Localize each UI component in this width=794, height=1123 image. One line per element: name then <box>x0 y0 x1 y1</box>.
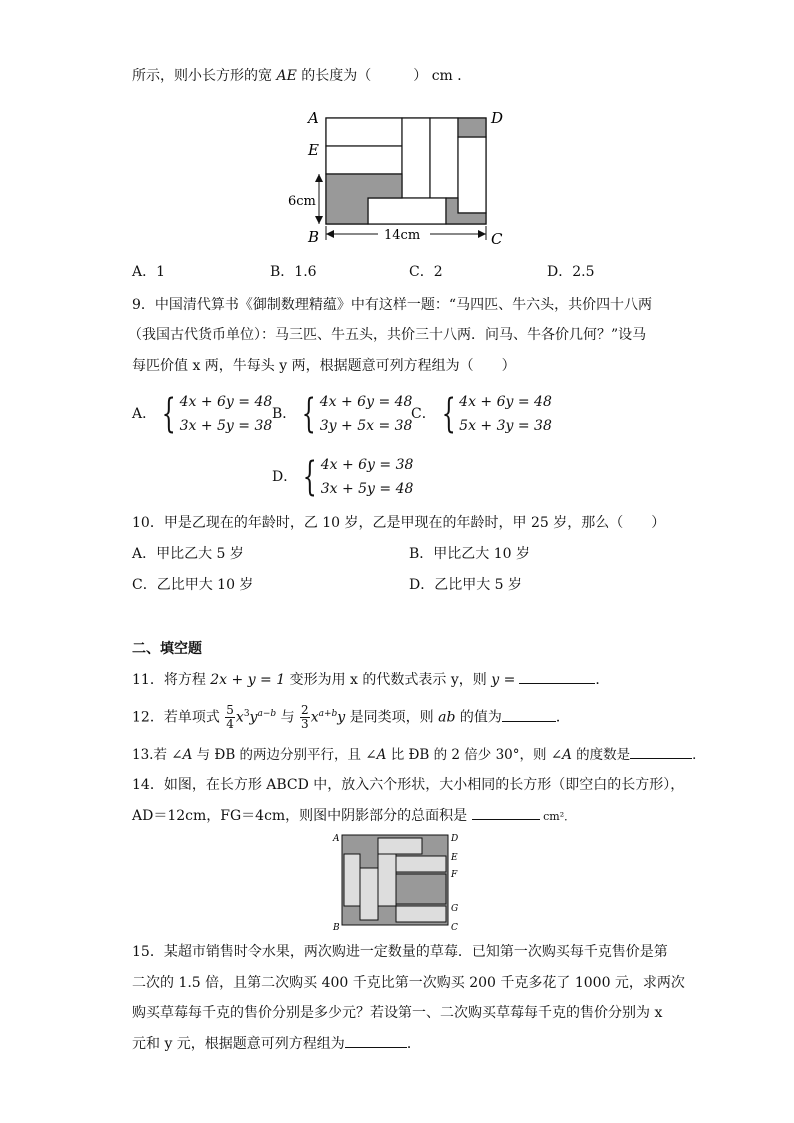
q14-label-f: F <box>451 870 458 880</box>
q8-option-b[interactable]: B．1.6 <box>270 264 317 280</box>
q15-answer-blank[interactable] <box>345 1033 407 1048</box>
q13-angle-b: ÐB <box>408 747 430 763</box>
q8-arrow-head <box>478 230 486 238</box>
q13-angle-a: ∠A <box>365 747 387 763</box>
q14-small-rect <box>378 838 422 854</box>
q11-suffix: ． <box>595 672 610 688</box>
q15-line4 <box>132 1033 421 1054</box>
q10-option-b[interactable]: B．甲比乙大 10 岁 <box>409 546 531 562</box>
option-label: B． <box>272 406 297 422</box>
q11-answer-blank[interactable] <box>519 669 595 684</box>
equation-1: 4x + 6y = 38 <box>320 457 414 473</box>
option-label: C． <box>411 406 436 422</box>
q8-height-label: 6cm <box>288 194 316 209</box>
q8-label-e: E <box>308 141 319 159</box>
section-title: 二、填空题 <box>132 641 202 657</box>
q12-exp: a+b <box>318 709 338 719</box>
q12-fraction-1 <box>225 704 235 731</box>
q8-option-d[interactable]: D．2.5 <box>547 264 595 280</box>
q13 <box>132 744 706 765</box>
q8-width-label: 14cm <box>384 228 421 243</box>
q10-stem: 10．甲是乙现在的年龄时，乙 10 岁，乙是甲现在的年龄时，甲 25 岁，那么（ ） <box>132 515 666 531</box>
q13-text: 的两边分别平行，且 <box>235 747 366 763</box>
q13-text: 与 <box>192 747 215 763</box>
q11-middle: 变形为用 x 的代数式表示 y，则 <box>285 672 492 688</box>
q12-joiner: 与 <box>276 709 300 726</box>
q12-end: ． <box>555 709 570 726</box>
q14-unit: cm²． <box>539 810 576 823</box>
q12 <box>132 700 570 732</box>
q9-option-a[interactable] <box>132 390 272 438</box>
q9-option-c[interactable] <box>411 390 552 438</box>
equation-1: 4x + 6y = 48 <box>459 394 552 410</box>
q13-angle-b: ÐB <box>214 747 236 763</box>
q11-equation: 2x + y = 1 <box>210 672 286 688</box>
q14-label-d: D <box>451 834 459 844</box>
q12-var-y: y <box>337 709 346 726</box>
q14-label-e: E <box>451 853 458 863</box>
q14-line2-prefix: AD＝12cm，FG＝4cm，则图中阴影部分的总面积是 <box>132 808 472 824</box>
q12-middle: 是同类项，则 <box>345 709 439 726</box>
q12-fraction-2 <box>300 704 310 731</box>
q12-var-y: y <box>249 709 258 726</box>
q10-option-d[interactable]: D．乙比甲大 5 岁 <box>409 577 523 593</box>
q13-end: ． <box>692 747 706 763</box>
q12-prefix: 12．若单项式 <box>132 709 225 726</box>
q9-stem-line3: 每匹价值 x 两，牛每头 y 两，根据题意可列方程组为（ ） <box>132 358 516 374</box>
equation-1: 4x + 6y = 48 <box>319 394 413 410</box>
q14-label-b: B <box>333 923 340 933</box>
q9-option-d[interactable] <box>272 453 413 501</box>
q8-figure <box>288 104 520 254</box>
equation-2: 3x + 5y = 48 <box>320 481 414 497</box>
q11-var: y = <box>491 672 516 688</box>
q8-var-ae: AE <box>276 68 297 84</box>
q14-small-rect <box>344 854 360 906</box>
brace-icon: { <box>161 391 176 437</box>
brace-icon: { <box>302 391 317 437</box>
q9-option-b[interactable] <box>272 390 412 438</box>
q15-line1: 15．某超市销售时令水果，两次购进一定数量的草莓．已知第一次购买每千克售价是第 <box>132 944 668 960</box>
q8-label-d: D <box>491 109 504 127</box>
option-label: D． <box>272 469 298 485</box>
q10-option-a[interactable]: A．甲比乙大 5 岁 <box>132 546 244 562</box>
q14-small-rect <box>360 868 378 920</box>
q8-arrow-head <box>315 216 323 224</box>
q8-small-rect <box>326 118 402 146</box>
equation-2: 3x + 5y = 38 <box>179 418 273 434</box>
q8-small-rect <box>368 198 446 224</box>
q14-label-a: A <box>333 834 340 844</box>
q15-line2: 二次的 1.5 倍，且第二次购买 400 千克比第一次购买 200 千克多花了 1000 元，求两次 <box>132 975 685 991</box>
q12-ab: ab <box>438 709 456 726</box>
q8-small-rect <box>430 118 458 198</box>
equation-system <box>272 453 413 501</box>
q13-text: 比 <box>386 747 409 763</box>
q15-end: ． <box>406 1036 421 1052</box>
q15-line4-prefix: 元和 y 元，根据题意可列方程组为 <box>132 1036 345 1052</box>
equation-2: 5x + 3y = 38 <box>459 418 552 434</box>
q8-small-rect <box>402 118 430 198</box>
q15-line3: 购买草莓每千克的售价分别是多少元？若设第一、二次购买草莓每千克的售价分别为 x <box>132 1005 663 1021</box>
q12-answer-blank[interactable] <box>502 707 556 722</box>
q14-line1: 14．如图，在长方形 ABCD 中，放入六个形状，大小相同的长方形（即空白的长方形）， <box>132 777 685 793</box>
q8-arrow-head <box>326 230 334 238</box>
q13-text: 的度数是 <box>571 747 631 763</box>
q14-label-c: C <box>451 923 458 933</box>
q14-small-rect <box>396 906 446 922</box>
q8-option-a[interactable]: A．1 <box>132 264 166 280</box>
q14-label-g: G <box>451 904 459 914</box>
equation-system <box>411 390 552 438</box>
q8-small-rect <box>326 146 402 174</box>
q14-answer-blank[interactable] <box>472 805 540 820</box>
q10-option-c[interactable]: C．乙比甲大 10 岁 <box>132 577 254 593</box>
q8-stem-suffix: 的长度为（ ） cm ． <box>296 68 472 84</box>
q8-small-rect <box>458 137 486 213</box>
q8-label-a: A <box>308 109 319 127</box>
q13-angle-a: ∠A <box>171 747 193 763</box>
equation-2: 3y + 5x = 38 <box>319 418 413 434</box>
equation-system <box>132 390 272 438</box>
q13-prefix: 13.若 <box>132 747 172 763</box>
numerator: 5 <box>226 703 234 718</box>
numerator: 2 <box>301 703 309 718</box>
q9-stem-line2: （我国古代货币单位）：马三匹、牛五头，共价三十八两．问马、牛各价几何？”设马 <box>128 327 647 343</box>
q14-small-rect <box>378 854 396 906</box>
q9-stem-line1: 9．中国清代算书《御制数理精蕴》中有这样一题：“马四匹、牛六头，共价四十八两 <box>132 297 653 313</box>
brace-icon: { <box>302 454 317 500</box>
equation-system <box>272 390 412 438</box>
q12-exp: a−b <box>257 709 277 719</box>
q8-arrow-head <box>315 174 323 182</box>
equation-1: 4x + 6y = 48 <box>179 394 273 410</box>
q12-exp: 3 <box>243 709 250 719</box>
q14-figure <box>328 828 468 936</box>
q12-suffix: 的值为 <box>455 709 502 726</box>
option-label: A． <box>132 406 157 422</box>
q8-stem-tail <box>132 66 471 86</box>
denominator: 4 <box>226 717 234 732</box>
denominator: 3 <box>301 717 309 732</box>
q8-option-c[interactable]: C．2 <box>409 264 443 280</box>
q14-small-rect <box>396 856 446 872</box>
q13-text: 的 2 倍少 30°，则 <box>429 747 551 763</box>
q11 <box>132 669 609 690</box>
q8-shaded-region <box>458 118 486 137</box>
q14-shaded-region <box>396 874 446 904</box>
q12-var-x: x <box>310 709 319 726</box>
q13-answer-blank[interactable] <box>630 744 692 759</box>
brace-icon: { <box>441 391 456 437</box>
q8-label-c: C <box>491 230 503 248</box>
q12-var-x: x <box>235 709 244 726</box>
q13-angle-a: ∠A <box>550 747 572 763</box>
q8-stem-prefix: 所示，则小长方形的宽 <box>132 68 277 84</box>
q8-label-b: B <box>308 228 320 246</box>
q14-line2 <box>132 805 575 827</box>
q11-prefix: 11．将方程 <box>132 672 211 688</box>
